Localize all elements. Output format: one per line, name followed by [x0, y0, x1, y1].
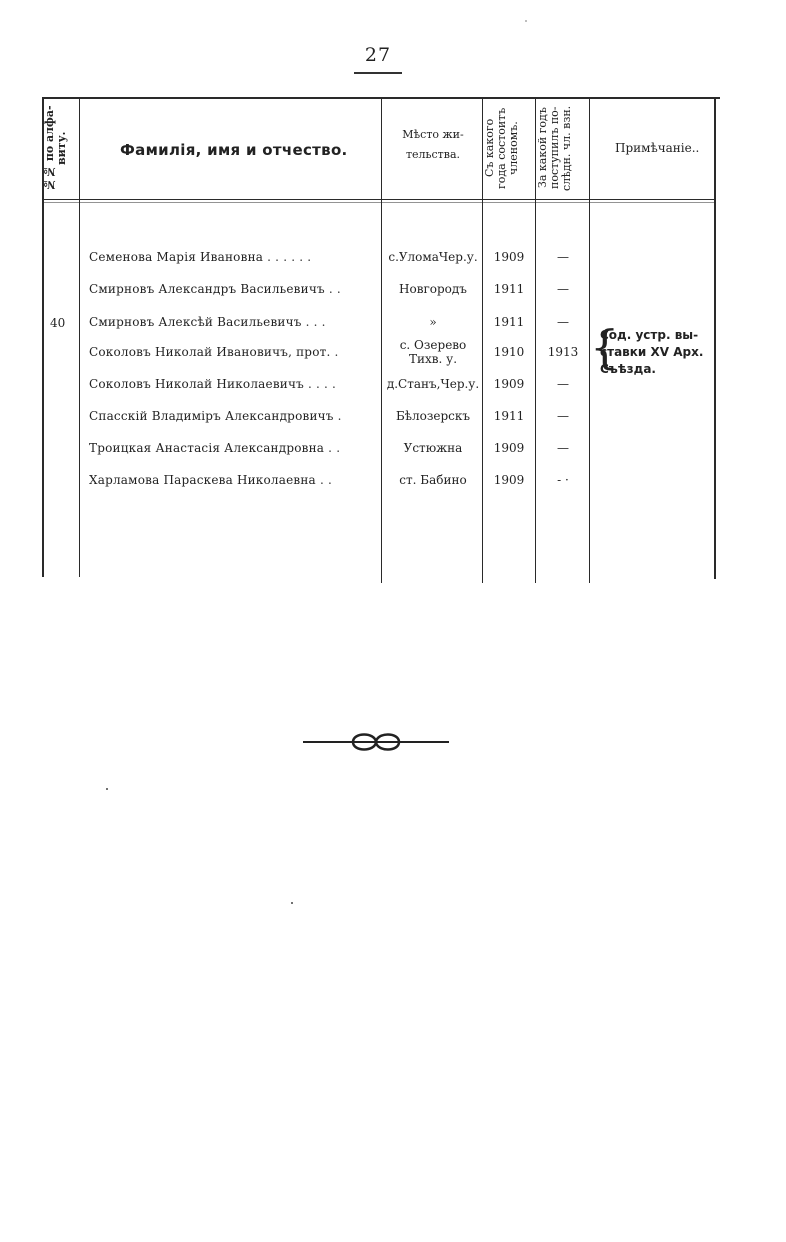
name-text: Спасскій Владиміръ Александровичъ — [89, 409, 334, 423]
header-num — [44, 100, 78, 196]
row-note — [600, 327, 703, 378]
name-text: Харламова Параскева Николаевна — [89, 473, 316, 487]
header-since-line2: года состоитъ — [495, 107, 508, 189]
member-since: 1909 — [493, 473, 525, 487]
col-divider-num — [79, 97, 80, 577]
member-name — [89, 473, 375, 487]
page-number-underline — [354, 72, 402, 74]
header-place — [388, 125, 478, 165]
member-admitted: — — [557, 250, 569, 264]
member-since: 1910 — [493, 345, 525, 359]
member-place: с.УломаЧер.у. — [388, 250, 478, 264]
member-name — [89, 377, 375, 391]
leader-dots: . . — [328, 441, 341, 455]
place-line1: с. Озерево — [399, 338, 467, 352]
place-line2: Тихв. у. — [408, 352, 458, 366]
member-admitted: — — [557, 409, 569, 423]
header-name: Фамилія, имя и отчество. — [120, 141, 348, 159]
member-admitted: — — [557, 441, 569, 455]
name-text: Смирновъ Алексѣй Васильевичъ — [89, 315, 302, 329]
name-text: Семенова Марія Ивановна — [89, 250, 264, 264]
leader-dots: . — [334, 345, 339, 359]
member-place: Устюжна — [403, 441, 463, 455]
name-text: Смирновъ Александръ Васильевичъ — [89, 282, 325, 296]
member-place: Новгородъ — [399, 282, 467, 296]
header-admit-line2: поступилъ по- — [548, 106, 561, 190]
header-note: Примѣчаніе.. — [615, 141, 700, 155]
member-since: 1909 — [493, 377, 525, 391]
print-speck — [291, 902, 293, 904]
note-line3: Съѣзда. — [600, 362, 656, 376]
member-place: ст. Бабино — [399, 473, 467, 487]
print-speck — [525, 20, 527, 22]
table-row — [0, 473, 786, 495]
member-admitted: — — [557, 315, 569, 329]
row-number: 40 — [50, 316, 66, 330]
double-loop-ornament-icon — [303, 728, 449, 760]
member-place: Бѣлозерскъ — [395, 409, 471, 423]
member-since: 1911 — [493, 409, 525, 423]
col-divider-right — [714, 97, 716, 579]
member-name — [89, 441, 375, 455]
header-bottom-rule — [42, 199, 714, 200]
leader-dots: . . . . — [307, 377, 337, 391]
name-text: Соколовъ Николай Николаевичъ — [89, 377, 304, 391]
note-line1: Сод. устр. вы- — [600, 328, 699, 342]
leader-dots: . . — [328, 282, 341, 296]
member-name — [89, 282, 375, 296]
member-since: 1909 — [493, 250, 525, 264]
leader-dots: . . . — [305, 315, 326, 329]
header-since-line3: членомъ. — [507, 121, 520, 175]
header-bottom-rule-second — [42, 202, 714, 203]
member-name — [89, 345, 375, 359]
header-admit-line1: За какой годъ — [536, 107, 549, 189]
note-line2: ставки XV Арх. — [600, 345, 704, 359]
header-place-line1: Мѣсто жи- — [402, 128, 464, 141]
header-num-line1: №№ по алфа- — [43, 105, 56, 191]
table-row — [0, 409, 786, 431]
header-since-line1: Съ какого — [483, 118, 496, 178]
header-place-line2: тельства. — [405, 148, 461, 161]
member-name — [89, 409, 375, 423]
member-since: 1911 — [493, 282, 525, 296]
table-row — [0, 282, 786, 304]
member-since: 1909 — [493, 441, 525, 455]
member-place — [384, 338, 482, 366]
table-row — [0, 441, 786, 463]
leader-dots: . . — [319, 473, 332, 487]
member-since: 1911 — [493, 315, 525, 329]
page-number: 27 — [364, 44, 392, 66]
member-admitted: - · — [557, 473, 569, 487]
table-row — [0, 250, 786, 272]
leader-dots: . . . . . . — [267, 250, 312, 264]
header-admit-line3: слѣдн. чл. взн. — [560, 105, 573, 191]
header-num-line2: виту. — [55, 131, 68, 165]
name-text: Соколовъ Николай Ивановичъ, прот. — [89, 345, 331, 359]
name-text: Троицкая Анастасія Александровна — [89, 441, 325, 455]
member-admitted: — — [557, 377, 569, 391]
member-admitted: — — [557, 282, 569, 296]
member-admitted: 1913 — [547, 345, 579, 359]
member-name — [89, 250, 375, 264]
header-admitted — [537, 100, 587, 196]
table-row — [0, 377, 786, 399]
print-speck — [106, 788, 108, 790]
header-since — [484, 100, 534, 196]
col-divider-name — [381, 97, 382, 583]
leader-dots: . — [337, 409, 342, 423]
member-place: » — [429, 315, 437, 329]
curly-brace-icon: { — [590, 320, 620, 374]
member-place: д.Станъ,Чер.у. — [386, 377, 480, 391]
member-name — [89, 315, 375, 329]
